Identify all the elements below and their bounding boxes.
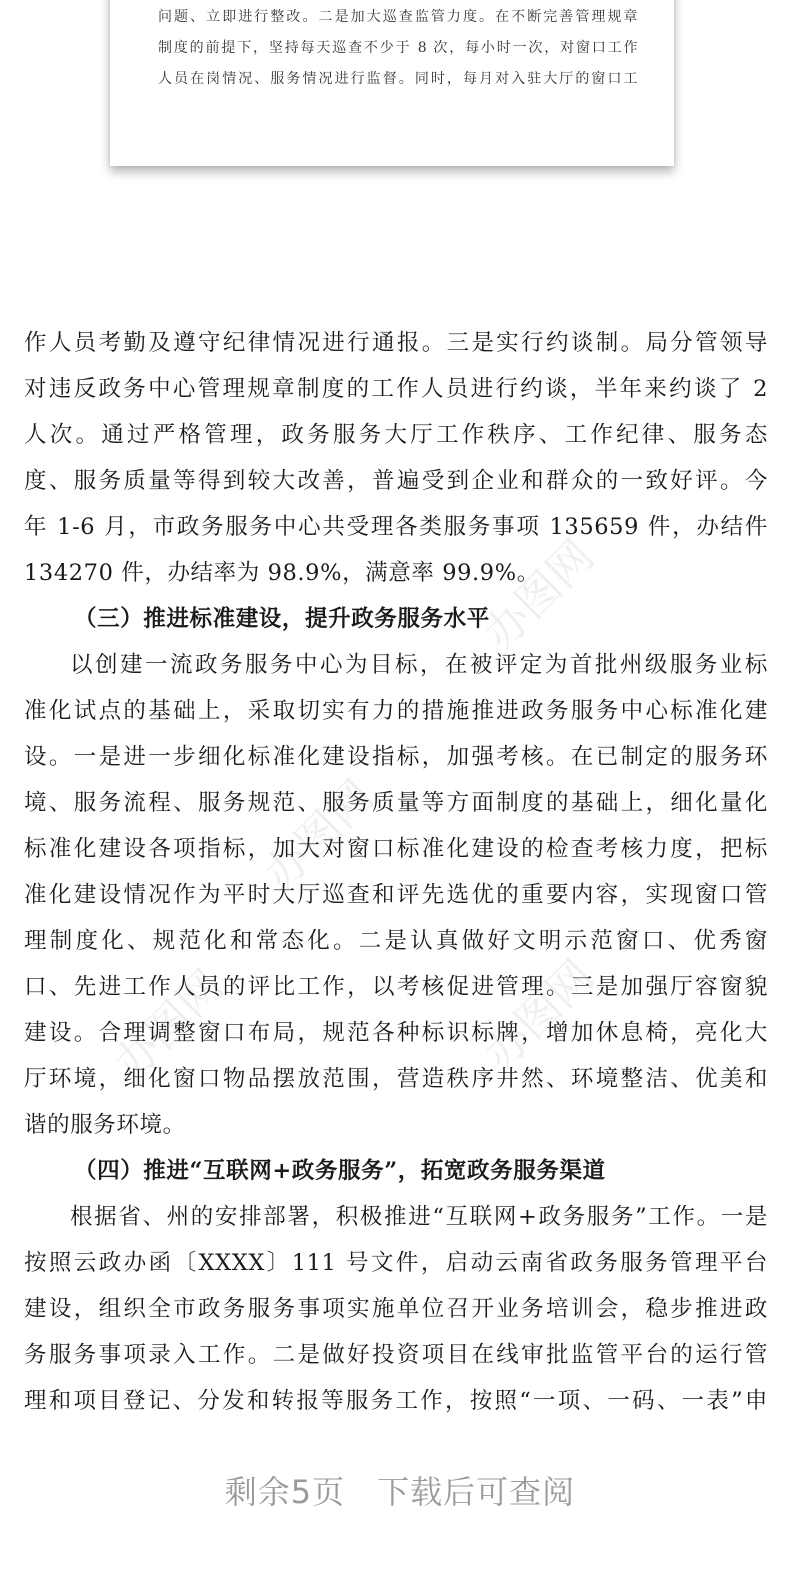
- document-body: [24, 320, 768, 1424]
- body-line: 建设。合理调整窗口布局，规范各种标识标牌，增加休息椅，亮化大: [24, 1020, 768, 1046]
- body-line: 理和项目登记、分发和转报等服务工作，按照“一项、一码、一表”申: [24, 1388, 768, 1414]
- document-preview-card: [110, 0, 674, 166]
- preview-line: 制度的前提下，坚持每天巡查不少于 8 次，每小时一次，对窗口工作: [158, 40, 638, 56]
- body-line: 理制度化、规范化和常态化。二是认真做好文明示范窗口、优秀窗: [24, 928, 768, 954]
- section-heading-3: （三）推进标准建设，提升政务服务水平: [74, 606, 490, 632]
- body-line: 厅环境，细化窗口物品摆放范围，营造秩序井然、环境整洁、优美和: [24, 1066, 768, 1092]
- remaining-pages-label: 剩余5页: [224, 1473, 346, 1511]
- preview-text: [158, 2, 638, 95]
- download-to-view-label: 下载后可查阅: [377, 1473, 576, 1511]
- body-line: 建设，组织全市政务服务事项实施单位召开业务培训会，稳步推进政: [24, 1296, 768, 1322]
- body-line: 按照云政办函〔XXXX〕111 号文件，启动云南省政务服务管理平台: [24, 1250, 768, 1276]
- section-heading-4: （四）推进“互联网+政务服务”，拓宽政务服务渠道: [74, 1158, 606, 1184]
- watermark: 办图网: [474, 950, 604, 1080]
- body-line: 人次。通过严格管理，政务服务大厅工作秩序、工作纪律、服务态: [24, 422, 768, 448]
- body-line: 以创建一流政务服务中心为目标，在被评定为首批州级服务业标: [70, 652, 768, 678]
- body-line: 准化试点的基础上，采取切实有力的措施推进政务服务中心标准化建: [24, 698, 768, 724]
- body-line: 度、服务质量等得到较大改善，普遍受到企业和群众的一致好评。今: [24, 468, 768, 494]
- preview-line: 人员在岗情况、服务情况进行监督。同时，每月对入驻大厅的窗口工: [158, 71, 638, 87]
- preview-line: 问题、立即进行整改。二是加大巡查监管力度。在不断完善管理规章: [158, 9, 638, 25]
- body-line: 134270 件，办结率为 98.9%，满意率 99.9%。: [24, 560, 540, 586]
- body-line: 境、服务流程、服务规范、服务质量等方面制度的基础上，细化量化: [24, 790, 768, 816]
- watermark: 办图网: [254, 770, 384, 900]
- body-line: 标准化建设各项指标，加大对窗口标准化建设的检查考核力度，把标: [24, 836, 768, 862]
- watermark: 办图网: [104, 960, 234, 1090]
- body-line: 作人员考勤及遵守纪律情况进行通报。三是实行约谈制。局分管领导: [24, 330, 768, 356]
- body-line: 对违反政务中心管理规章制度的工作人员进行约谈，半年来约谈了 2: [24, 376, 768, 402]
- body-line: 口、先进工作人员的评比工作，以考核促进管理。三是加强厅容窗貌: [24, 974, 768, 1000]
- body-line: 根据省、州的安排部署，积极推进“互联网+政务服务”工作。一是: [70, 1204, 768, 1230]
- body-line: 谐的服务环境。: [24, 1112, 186, 1138]
- body-line: 设。一是进一步细化标准化建设指标，加强考核。在已制定的服务环: [24, 744, 768, 770]
- watermark: 办图网: [474, 530, 604, 660]
- body-line: 准化建设情况作为平时大厅巡查和评先选优的重要内容，实现窗口管: [24, 882, 768, 908]
- download-prompt[interactable]: [0, 1462, 800, 1522]
- body-line: 年 1-6 月，市政务服务中心共受理各类服务事项 135659 件，办结件: [24, 514, 768, 540]
- body-line: 务服务事项录入工作。二是做好投资项目在线审批监管平台的运行管: [24, 1342, 768, 1368]
